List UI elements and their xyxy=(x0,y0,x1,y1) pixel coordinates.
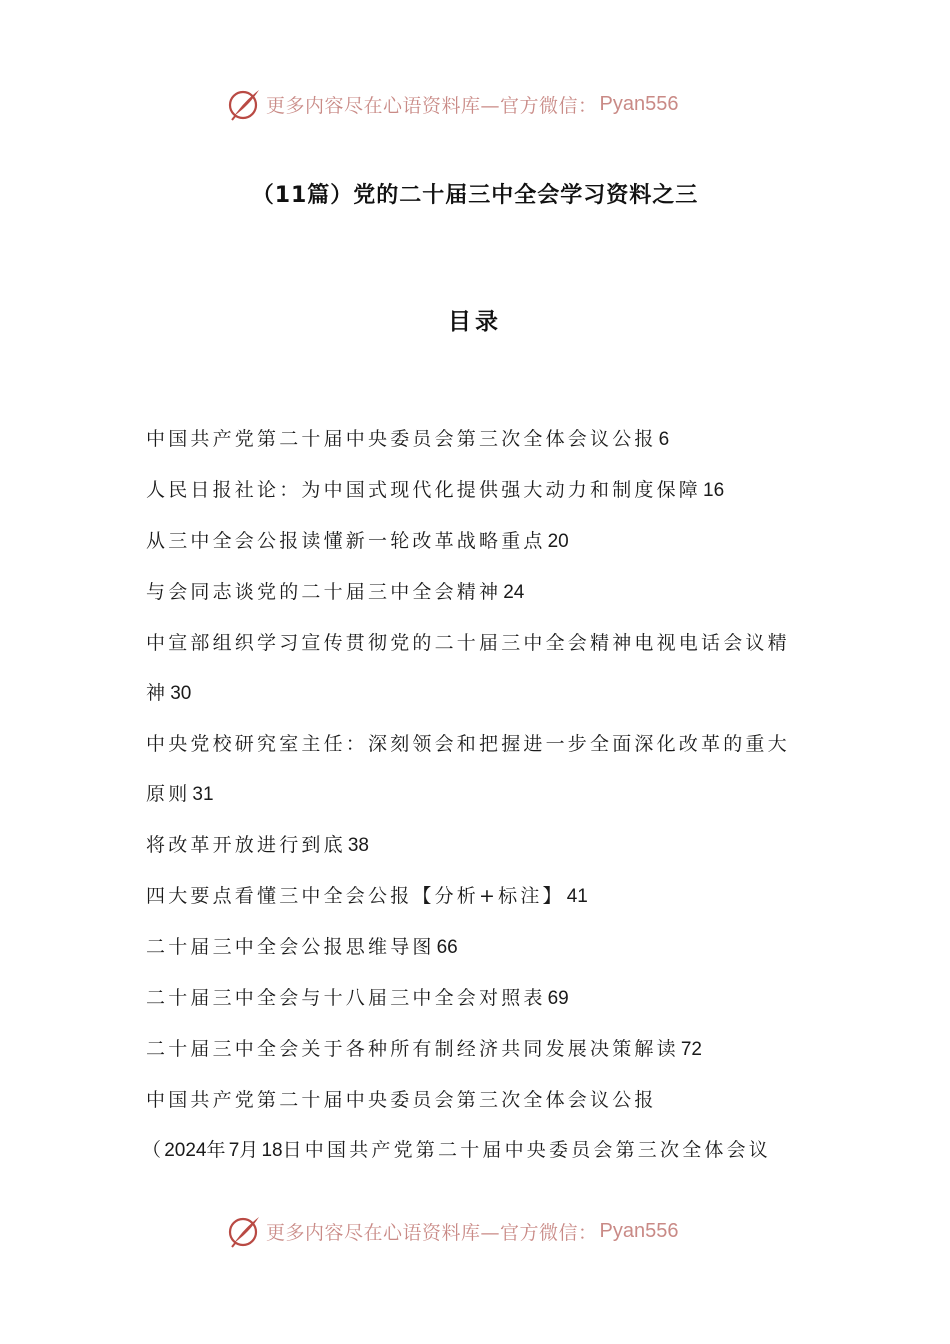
toc-item[interactable] xyxy=(146,719,806,820)
toc-item-page: 38 xyxy=(347,835,369,856)
toc-item-label: 四大要点看懂三中全会公报【分析+标注】 xyxy=(146,885,565,907)
toc-item[interactable] xyxy=(146,465,806,516)
body-heading xyxy=(146,1075,806,1125)
toc-item[interactable] xyxy=(146,1024,806,1075)
toc-item-page: 6 xyxy=(658,429,670,450)
toc-item-label: 从三中全会公报读懂新一轮改革战略重点 xyxy=(146,530,546,552)
watermark-bottom xyxy=(226,1211,678,1251)
toc-item-label: 二十届三中全会与十八届三中全会对照表 xyxy=(146,987,546,1009)
toc-item-page: 66 xyxy=(436,937,458,958)
toc-item[interactable] xyxy=(146,820,806,871)
body-month: 7 xyxy=(228,1140,240,1161)
toc-item[interactable] xyxy=(146,922,806,973)
body-day: 18 xyxy=(261,1140,283,1161)
toc-item[interactable] xyxy=(146,414,806,465)
body-paren: （ xyxy=(142,1139,165,1161)
body-year-suffix: 年 xyxy=(206,1139,229,1161)
toc-item-label: 中国共产党第二十届中央委员会第三次全体会议公报 xyxy=(146,428,657,450)
toc-item-label: 中宣部组织学习宣传贯彻党的二十届三中全会精神电视电话会议精神 xyxy=(146,632,790,704)
toc-item-page: 31 xyxy=(192,784,214,805)
toc-item-page: 69 xyxy=(547,988,569,1009)
toc-item-label: 将改革开放进行到底 xyxy=(146,834,346,856)
toc-item-page: 41 xyxy=(566,886,588,907)
watermark-handle: Pyan556 xyxy=(599,92,679,115)
body-day-suffix: 日中国共产党第二十届中央委员会第三次全体会议 xyxy=(282,1139,772,1161)
watermark-top xyxy=(226,84,678,124)
toc-item-page: 20 xyxy=(547,531,569,552)
toc-item-page: 16 xyxy=(703,480,725,501)
toc-item[interactable] xyxy=(146,871,806,922)
toc-item[interactable] xyxy=(146,567,806,618)
document-title: （11篇）党的二十届三中全会学习资料之三 xyxy=(251,183,699,208)
toc-item[interactable] xyxy=(146,516,806,567)
table-of-contents xyxy=(142,414,806,1176)
toc-item[interactable] xyxy=(146,618,806,719)
quill-pen-circle-icon xyxy=(226,1213,262,1249)
quill-pen-circle-icon xyxy=(226,86,262,122)
toc-item-page: 30 xyxy=(170,683,192,704)
toc-item[interactable] xyxy=(146,973,806,1024)
toc-item-page: 24 xyxy=(503,582,525,603)
watermark-text: 更多内容尽在心语资料库—官方微信： xyxy=(266,1221,598,1244)
watermark-text: 更多内容尽在心语资料库—官方微信： xyxy=(266,94,598,117)
toc-item-label: 中央党校研究室主任：深刻领会和把握进一步全面深化改革的重大原则 xyxy=(146,733,790,805)
toc-item-page: 72 xyxy=(680,1039,702,1060)
watermark-handle: Pyan556 xyxy=(599,1219,679,1242)
toc-heading: 目录 xyxy=(448,309,502,335)
body-paragraph-start xyxy=(142,1125,806,1176)
toc-item-label: 与会同志谈党的二十届三中全会精神 xyxy=(146,581,502,603)
toc-item-label: 二十届三中全会关于各种所有制经济共同发展决策解读 xyxy=(146,1038,679,1060)
body-heading-text: 中国共产党第二十届中央委员会第三次全体会议公报 xyxy=(146,1089,657,1111)
body-year: 2024 xyxy=(164,1140,207,1161)
toc-item-label: 二十届三中全会公报思维导图 xyxy=(146,936,435,958)
toc-item-label: 人民日报社论：为中国式现代化提供强大动力和制度保障 xyxy=(146,479,702,501)
body-month-suffix: 月 xyxy=(239,1139,262,1161)
